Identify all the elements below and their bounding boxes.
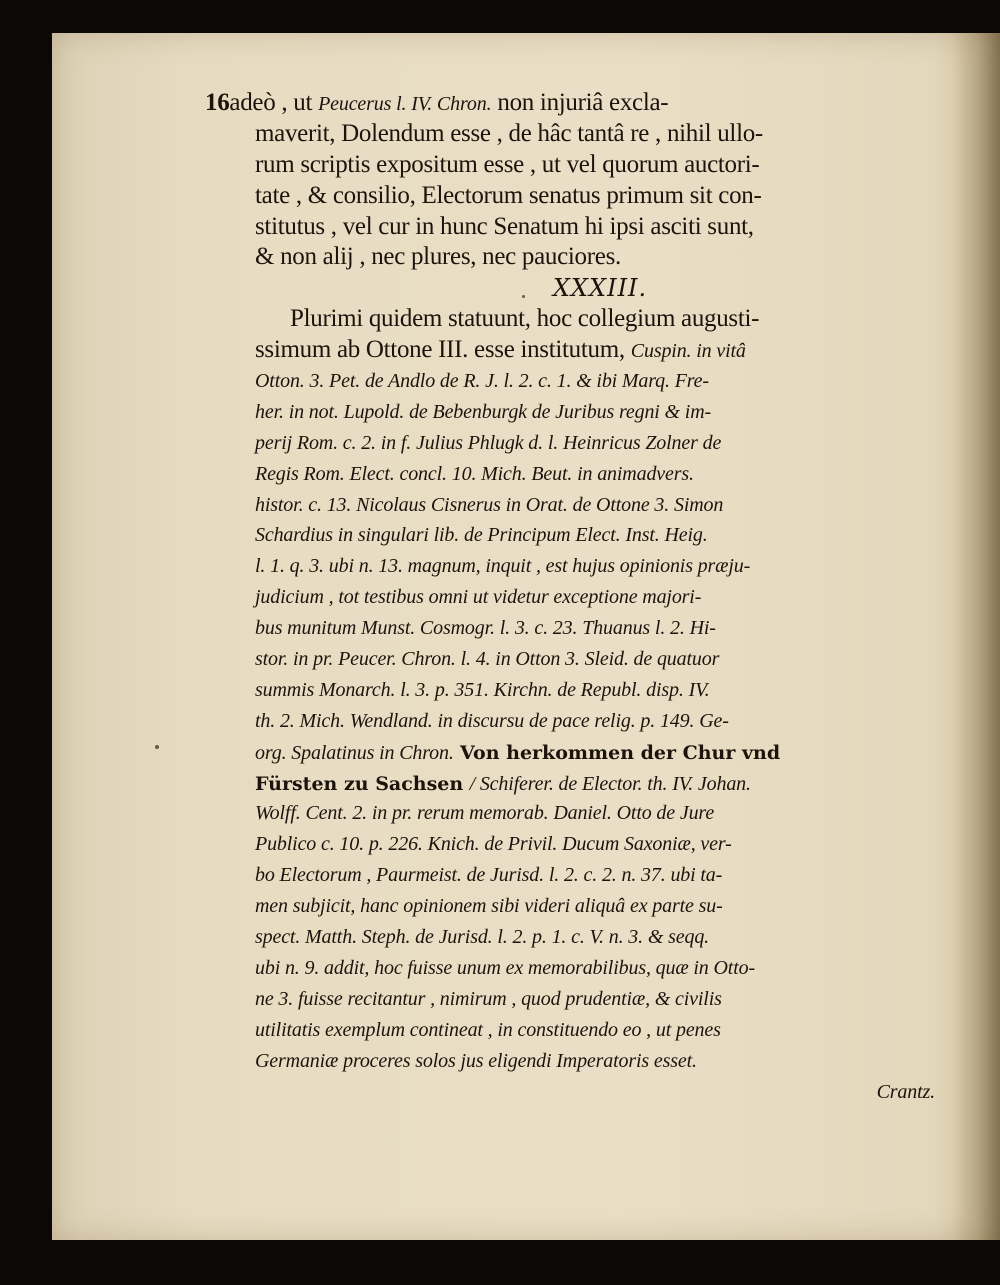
text-line: Publico c. 10. p. 226. Knich. de Privil. Ducum Saxoniæ, ver- <box>255 833 732 856</box>
text-line: Schardius in singulari lib. de Principum Elect. Inst. Heig. <box>255 524 708 547</box>
text-line: tate , & consilio, Electorum senatus primum sit con- <box>255 181 762 209</box>
section-heading: XXXIII. <box>552 274 648 303</box>
text-line: her. in not. Lupold. de Bebenburgk de Juribus regni & im- <box>255 400 712 423</box>
text-line: spect. Matth. Steph. de Jurisd. l. 2. p. 1. c. V. n. 3. & seqq. <box>255 926 710 949</box>
text-line: ssimum ab Ottone III. esse institutum, Cuspin. in vitâ <box>255 336 746 364</box>
text-line: & non alij , nec plures, nec pauciores. <box>255 243 621 271</box>
text-line: maverit, Dolendum esse , de hâc tantâ re , nihil ullo- <box>255 119 763 147</box>
text-line: bus munitum Munst. Cosmogr. l. 3. c. 23. Thuanus l. 2. Hi- <box>255 617 716 640</box>
text-line: bo Electorum , Paurmeist. de Jurisd. l. 2. c. 2. n. 37. ubi ta- <box>255 864 723 887</box>
text-line: Fürsten zu Sachsen / Schiferer. de Elector. th. IV. Johan. <box>255 772 751 795</box>
text-line: 16adeò , ut Peucerus l. IV. Chron. non injuriâ excla- <box>205 89 669 116</box>
text-line: org. Spalatinus in Chron. Von herkommen der Chur vnd <box>255 741 781 764</box>
text-line: stor. in pr. Peucer. Chron. l. 4. in Otton 3. Sleid. de quatuor <box>255 648 720 671</box>
page-number: 16 <box>205 89 230 116</box>
text-line: judicium , tot testibus omni ut videtur exceptione majori- <box>255 586 702 609</box>
text-line: perij Rom. c. 2. in f. Julius Phlugk d. l. Heinricus Zolner de <box>255 431 722 454</box>
text-line: histor. c. 13. Nicolaus Cisnerus in Orat. de Ottone 3. Simon <box>255 493 724 516</box>
text-line: summis Monarch. l. 3. p. 351. Kirchn. de Republ. disp. IV. <box>255 678 710 701</box>
text-line: Regis Rom. Elect. concl. 10. Mich. Beut. in animadvers. <box>255 462 694 485</box>
text-line: Plurimi quidem statuunt, hoc collegium augusti- <box>290 305 760 333</box>
text-line: l. 1. q. 3. ubi n. 13. magnum, inquit , est hujus opinionis præju- <box>255 555 751 578</box>
paper-speck <box>155 745 159 749</box>
text-line: utilitatis exemplum contineat , in constituendo eo , ut penes <box>255 1018 721 1041</box>
book-page <box>52 33 1000 1240</box>
text-line: men subjicit, hanc opinionem sibi videri aliquâ ex parte su- <box>255 895 723 918</box>
text-line: rum scriptis expositum esse , ut vel quorum auctori- <box>255 150 760 178</box>
text-line: th. 2. Mich. Wendland. in discursu de pace relig. p. 149. Ge- <box>255 709 729 732</box>
text-line: ne 3. fuisse recitantur , nimirum , quod prudentiæ, & civilis <box>255 987 722 1010</box>
text-line: Otton. 3. Pet. de Andlo de R. J. l. 2. c. 1. & ibi Marq. Fre- <box>255 370 709 393</box>
page-text <box>205 88 965 1107</box>
text-line: ubi n. 9. addit, hoc fuisse unum ex memorabilibus, quæ in Otto- <box>255 956 755 979</box>
text-line: Germaniæ proceres solos jus eligendi Imperatoris esset. <box>255 1049 697 1072</box>
text-line: Wolff. Cent. 2. in pr. rerum memorab. Daniel. Otto de Jure <box>255 802 715 825</box>
text-line: stitutus , vel cur in hunc Senatum hi ipsi asciti sunt, <box>255 212 754 240</box>
catchword: Crantz. <box>876 1080 935 1103</box>
